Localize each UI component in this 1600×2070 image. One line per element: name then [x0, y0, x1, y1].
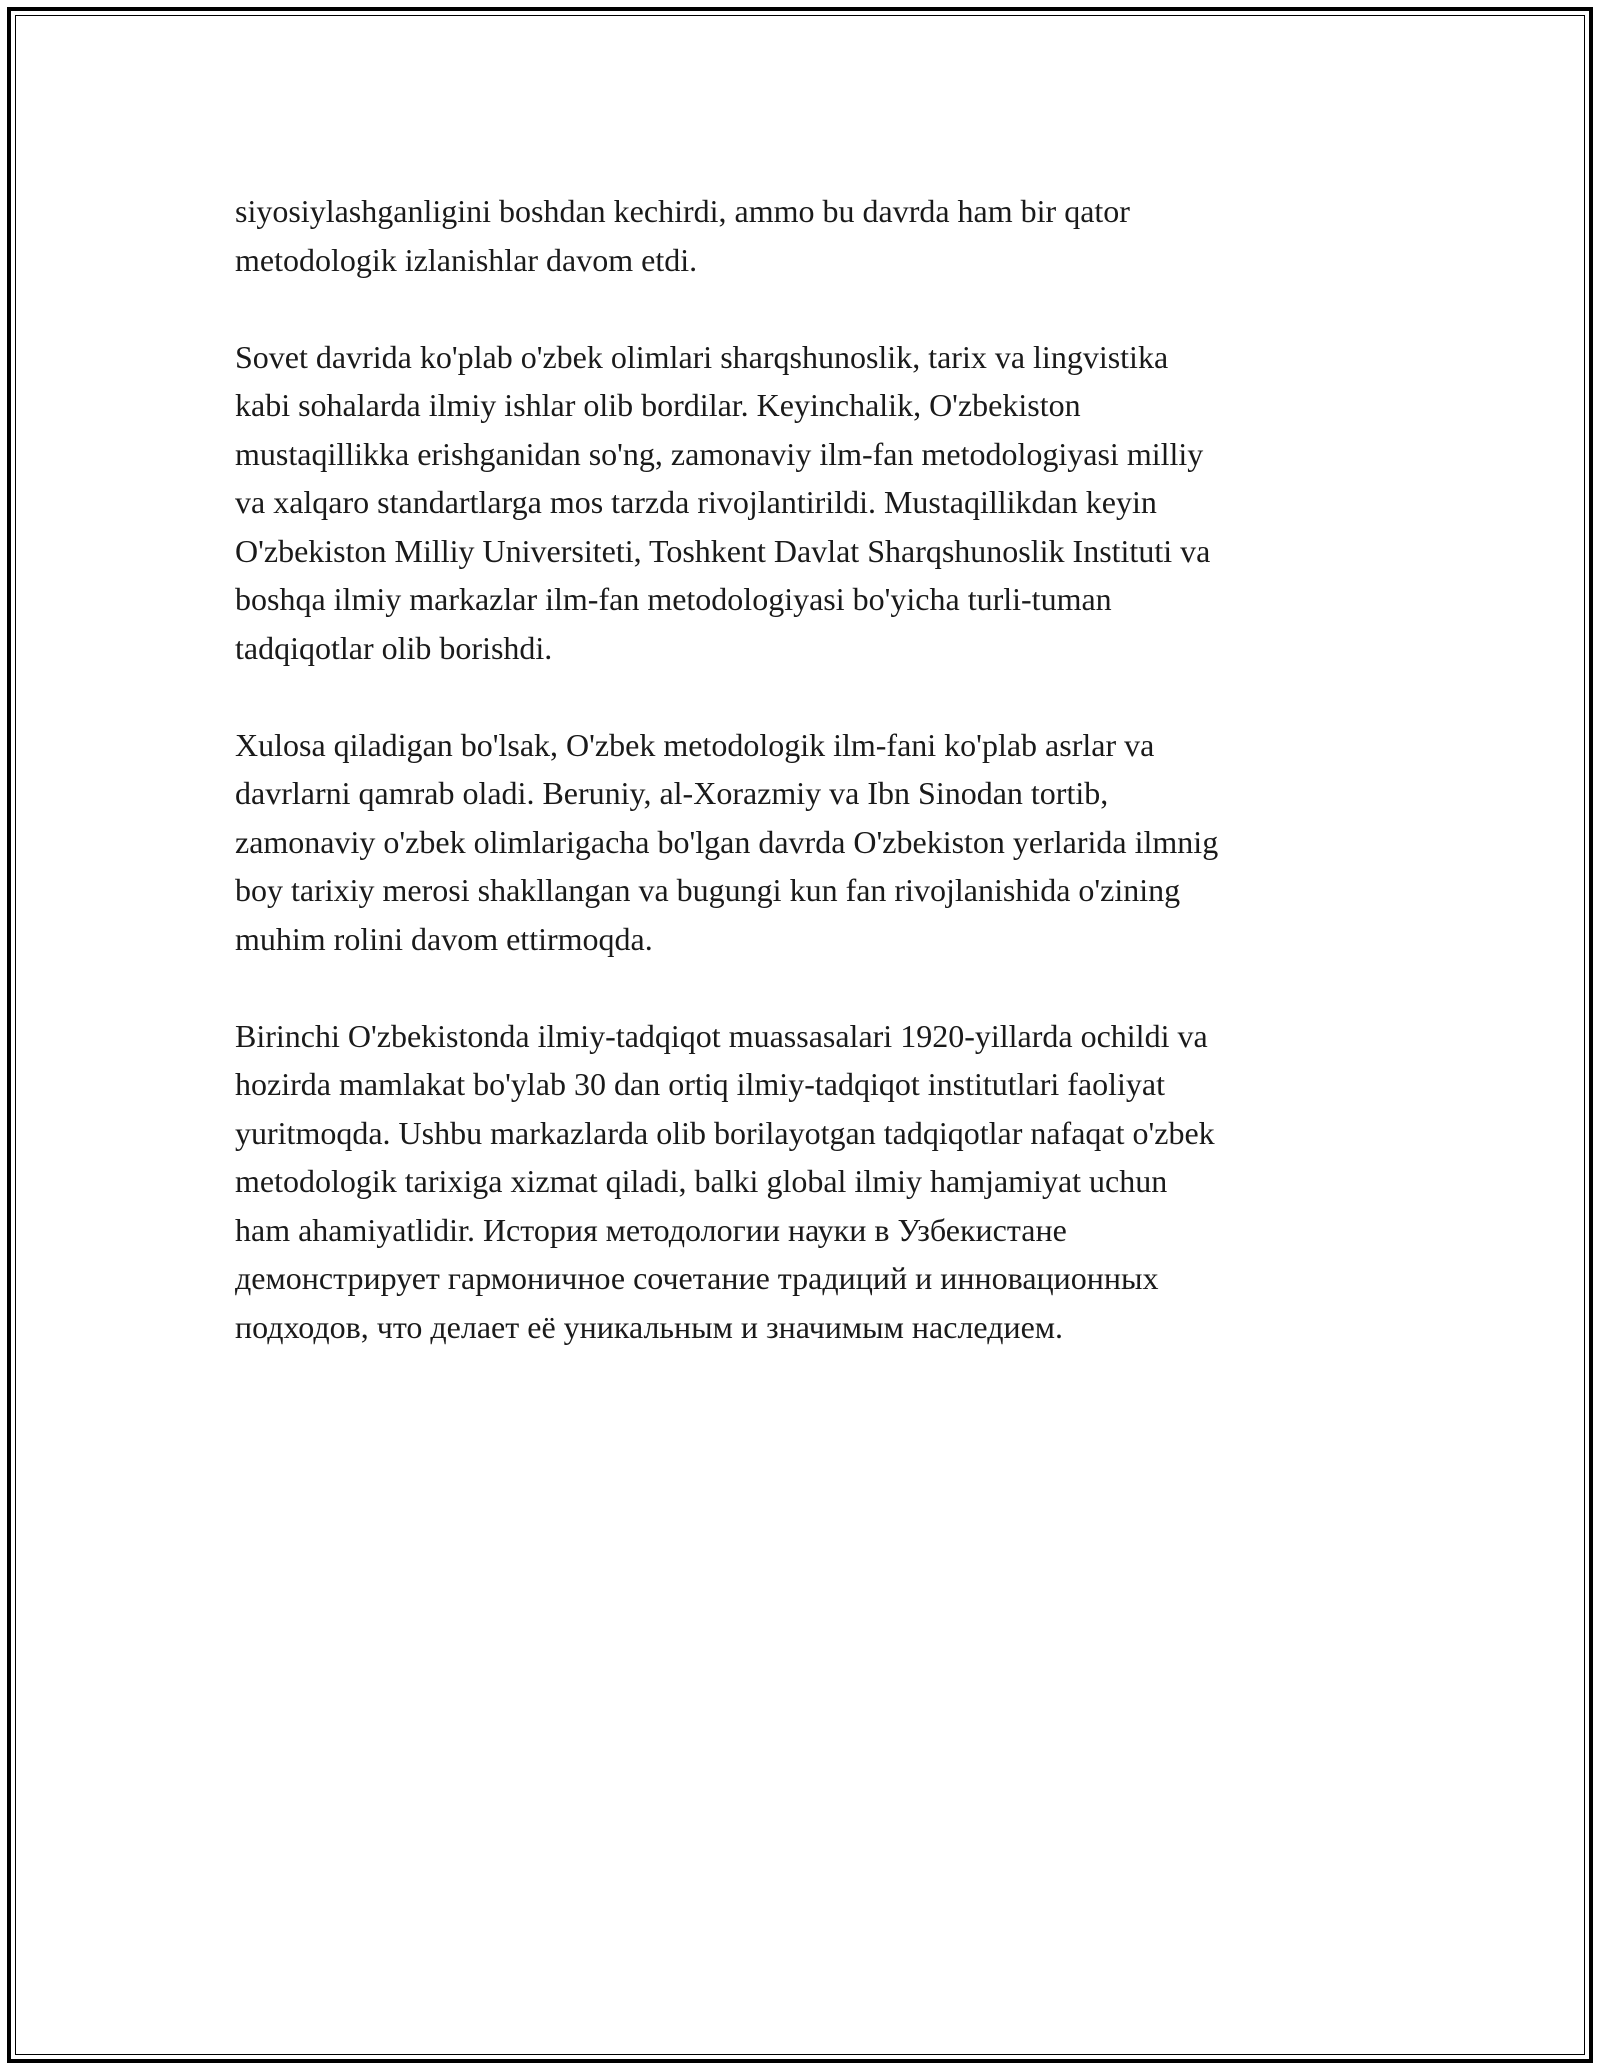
- text-line: metodologik tarixiga xizmat qiladi, balki global ilmiy hamjamiyat uchun: [235, 1163, 1168, 1199]
- document-body: [235, 187, 1385, 1351]
- text-line: tadqiqotlar olib borishdi.: [235, 629, 553, 666]
- text-line: Sovet davrida ko'plab o'zbek olimlari sharqshunoslik, tarix va lingvistika: [235, 338, 1169, 375]
- text-line: davrlarni qamrab oladi. Beruniy, al-Xorazmiy va Ibn Sinodan tortib,: [235, 775, 1109, 811]
- text-line: metodologik izlanishlar davom etdi.: [235, 241, 698, 278]
- text-line: siyosiylashganligini boshdan kechirdi, ammo bu davrda ham bir qator: [235, 193, 1130, 229]
- text-line: mustaqillikka erishganidan so'ng, zamonaviy ilm-fan metodologiyasi milliy: [235, 435, 1204, 472]
- text-line: zamonaviy o'zbek olimlarigacha bo'lgan davrda O'zbekiston yerlarida ilmnig: [235, 823, 1219, 860]
- text-line: va xalqaro standartlarga mos tarzda rivojlantirildi. Mustaqillikdan keyin: [235, 484, 1157, 520]
- paragraph: [235, 721, 1385, 964]
- text-line: boy tarixiy merosi shakllangan va bugungi kun fan rivojlanishida o'zining: [235, 872, 1181, 908]
- paragraph: [235, 187, 1385, 284]
- paragraph: [235, 333, 1385, 673]
- text-line: kabi sohalarda ilmiy ishlar olib bordilar. Keyinchalik, O'zbekiston: [235, 387, 1081, 423]
- text-line: подходов, что делает её уникальным и значимым наследием.: [235, 1308, 1064, 1345]
- text-line: yuritmoqda. Ushbu markazlarda olib borilayotgan tadqiqotlar nafaqat o'zbek: [235, 1114, 1215, 1151]
- text-line: hozirda mamlakat bo'ylab 30 dan ortiq ilmiy-tadqiqot institutlari faoliyat: [235, 1066, 1165, 1102]
- text-line: boshqa ilmiy markazlar ilm-fan metodologiyasi bo'yicha turli-tuman: [235, 581, 1112, 617]
- text-line: ham ahamiyatlidir. История методологии науки в Узбекистане: [235, 1211, 1067, 1248]
- text-line: демонстрирует гармоничное сочетание традиций и инновационных: [235, 1260, 1159, 1296]
- paragraph: [235, 1012, 1385, 1352]
- text-line: O'zbekiston Milliy Universiteti, Toshkent Davlat Sharqshunoslik Instituti va: [235, 532, 1211, 569]
- text-line: Xulosa qiladigan bo'lsak, O'zbek metodologik ilm-fani ko'plab asrlar va: [235, 726, 1155, 763]
- text-line: Birinchi O'zbekistonda ilmiy-tadqiqot muassasalari 1920-yillarda ochildi va: [235, 1017, 1208, 1054]
- text-line: muhim rolini davom ettirmoqda.: [235, 920, 653, 957]
